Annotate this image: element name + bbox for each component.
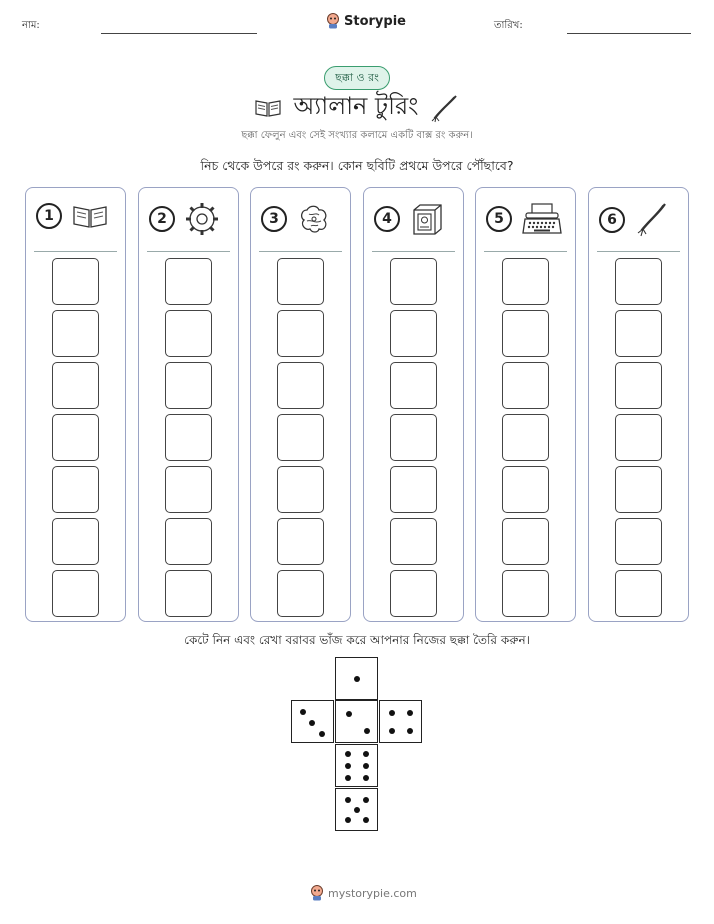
footer <box>310 885 417 901</box>
color-box[interactable] <box>390 362 437 409</box>
pip <box>363 775 369 781</box>
column-divider <box>597 251 680 252</box>
dice-face-3 <box>335 700 378 743</box>
column-number: 3 <box>261 206 287 232</box>
pip <box>363 817 369 823</box>
storypie-mascot-icon <box>326 13 340 29</box>
color-box[interactable] <box>615 310 662 357</box>
column-number: 6 <box>599 207 625 233</box>
color-box[interactable] <box>502 414 549 461</box>
color-box[interactable] <box>502 362 549 409</box>
pip <box>346 711 352 717</box>
column-6 <box>588 187 689 622</box>
pip <box>319 731 325 737</box>
color-box[interactable] <box>277 518 324 565</box>
color-box[interactable] <box>615 466 662 513</box>
name-label: নাম: <box>22 20 40 31</box>
column-number: 2 <box>149 206 175 232</box>
pip <box>309 720 315 726</box>
color-box[interactable] <box>165 414 212 461</box>
color-box[interactable] <box>390 258 437 305</box>
dice-face-5 <box>335 788 378 831</box>
name-line[interactable] <box>101 33 257 34</box>
color-box[interactable] <box>52 518 99 565</box>
question-text: নিচ থেকে উপরে রং করুন। কোন ছবিটি প্রথমে উপরে পৌঁছাবে? <box>200 158 514 173</box>
color-box[interactable] <box>390 518 437 565</box>
color-box[interactable] <box>277 258 324 305</box>
color-box[interactable] <box>165 362 212 409</box>
dice-face-2 <box>291 700 334 743</box>
pip <box>407 728 413 734</box>
column-2 <box>138 187 239 622</box>
column-number: 1 <box>36 203 62 229</box>
brain-icon <box>297 202 331 236</box>
color-box[interactable] <box>390 570 437 617</box>
color-box[interactable] <box>390 414 437 461</box>
color-box[interactable] <box>390 310 437 357</box>
pip <box>354 676 360 682</box>
date-label: তারিখ: <box>494 20 523 31</box>
color-box[interactable] <box>165 310 212 357</box>
color-box[interactable] <box>277 362 324 409</box>
column-divider <box>147 251 230 252</box>
column-divider <box>484 251 567 252</box>
color-box[interactable] <box>615 258 662 305</box>
date-line[interactable] <box>567 33 691 34</box>
color-box[interactable] <box>615 518 662 565</box>
page-title: অ্যালান টুরিং <box>293 92 419 120</box>
pip <box>345 751 351 757</box>
pip <box>364 728 370 734</box>
color-box[interactable] <box>277 570 324 617</box>
pip <box>363 751 369 757</box>
pip <box>345 817 351 823</box>
color-box[interactable] <box>52 466 99 513</box>
pip <box>345 797 351 803</box>
brand-logo <box>326 13 406 29</box>
color-box[interactable] <box>615 362 662 409</box>
dice-face-6 <box>335 744 378 787</box>
color-box[interactable] <box>52 414 99 461</box>
color-box[interactable] <box>615 414 662 461</box>
column-number: 5 <box>486 206 512 232</box>
wires-icon <box>430 93 460 123</box>
color-box[interactable] <box>165 570 212 617</box>
color-box[interactable] <box>165 258 212 305</box>
typewriter-icon <box>522 202 562 236</box>
gear-icon <box>185 202 219 236</box>
color-box[interactable] <box>52 362 99 409</box>
color-box[interactable] <box>52 310 99 357</box>
color-box[interactable] <box>502 258 549 305</box>
color-box[interactable] <box>502 518 549 565</box>
color-box[interactable] <box>52 258 99 305</box>
pip <box>407 710 413 716</box>
activity-badge: ছক্কা ও রং <box>324 66 390 90</box>
footer-url[interactable]: mystorypie.com <box>328 886 417 900</box>
pip <box>354 807 360 813</box>
color-box[interactable] <box>615 570 662 617</box>
column-5 <box>475 187 576 622</box>
column-divider <box>372 251 455 252</box>
title-row <box>0 88 714 128</box>
pip <box>300 709 306 715</box>
color-box[interactable] <box>277 310 324 357</box>
pip <box>345 763 351 769</box>
color-box[interactable] <box>502 466 549 513</box>
wires-icon <box>635 202 669 238</box>
color-box[interactable] <box>390 466 437 513</box>
dice-face-1 <box>335 657 378 700</box>
pip <box>363 763 369 769</box>
column-divider <box>259 251 342 252</box>
color-box[interactable] <box>165 466 212 513</box>
color-box[interactable] <box>52 570 99 617</box>
column-divider <box>34 251 117 252</box>
color-box[interactable] <box>502 310 549 357</box>
brand-name: Storypie <box>344 13 406 29</box>
pip <box>345 775 351 781</box>
cut-instruction: কেটে নিন এবং রেখা বরাবর ভাঁজ করে আপনার নিজের ছক্কা তৈরি করুন। <box>184 633 530 647</box>
color-box[interactable] <box>502 570 549 617</box>
color-box[interactable] <box>277 466 324 513</box>
column-4 <box>363 187 464 622</box>
column-3 <box>250 187 351 622</box>
subtitle: ছক্কা ফেলুন এবং সেই সংখ্যার কলামে একটি বাক্স রং করুন। <box>241 130 473 141</box>
open-book-icon <box>72 202 108 230</box>
pip <box>389 710 395 716</box>
column-1 <box>25 187 126 622</box>
open-book-icon <box>254 97 282 119</box>
column-number: 4 <box>374 206 400 232</box>
pip <box>363 797 369 803</box>
storypie-mascot-icon <box>310 885 324 901</box>
dice-face-4 <box>379 700 422 743</box>
color-box[interactable] <box>165 518 212 565</box>
pip <box>389 728 395 734</box>
safe-icon <box>410 202 444 236</box>
color-box[interactable] <box>277 414 324 461</box>
